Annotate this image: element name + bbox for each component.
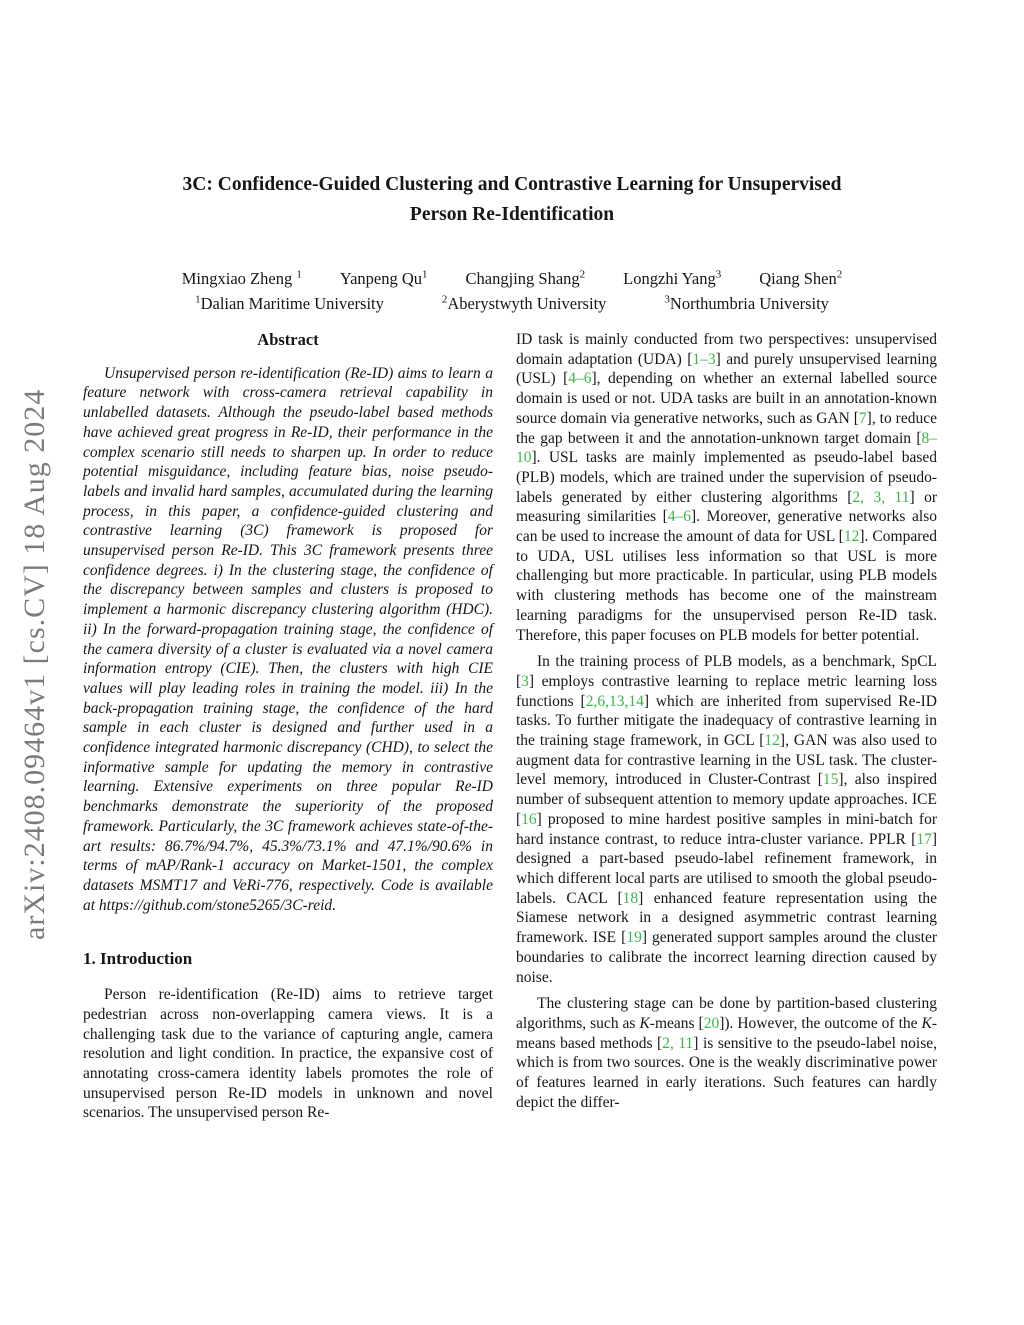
section-heading-introduction: 1. Introduction <box>83 949 193 969</box>
author-affiliation-marker: 2 <box>836 268 843 281</box>
author-affiliation-marker: 1 <box>296 268 302 281</box>
intro-paragraph-1: Person re-identification (Re-ID) aims to retrieve target pedestrian across non-overlapping camera views. It is a challenging task due to the variance of capturing angle, camera resolution and light condition. In practice, the expansive cost of annotating cross-camera identity labels promotes the role of unsupervised person Re-ID models in unknown and novel scenarios. The unsupervised person Re- <box>83 986 493 1122</box>
citation-link[interactable]: 1–3 <box>692 350 716 368</box>
affiliation: $^1$Dalian Maritime University <box>195 293 384 313</box>
citation-link[interactable]: 17 <box>916 830 932 848</box>
citation-link[interactable]: 3 <box>521 672 529 690</box>
affiliation-list <box>0 291 1024 316</box>
citation-link[interactable]: 7 <box>858 409 867 427</box>
author-name: Longzhi Yang$^3$ <box>623 268 722 288</box>
citation-link[interactable]: 15 <box>822 771 839 789</box>
author-name: Qiang Shen$^2$ <box>759 268 843 288</box>
citation-link[interactable]: 2, 3, 11 <box>852 488 910 506</box>
paper-title-line2: Person Re-Identification <box>409 204 615 225</box>
arxiv-watermark: arXiv:2408.09464v1 [cs.CV] 18 Aug 2024 <box>18 388 51 940</box>
abstract-heading: Abstract <box>257 330 319 349</box>
citation-link[interactable]: 4–6 <box>568 370 592 388</box>
affiliation: $^2$Aberystwyth University <box>441 293 607 313</box>
author-affiliation-marker: 1 <box>422 268 428 281</box>
body-paragraph-2: In the training process of PLB models, as a benchmark, SpCL [3] employs contrastive learning to replace metric learning loss functions [2,6,13,14] which are inherited from supervised Re-ID tasks. To further mitigate the inadequacy of contrastive learning in the training stage framework, in GCL [12], GAN was also used to augment data for contrastive learning in the USL task. The cluster-level memory, introduced in Cluster-Contrast [15], also inspired number of subsequent attention to memory update approaches. ICE [16] proposed to mine hardest positive samples in mini-batch for hard instance contrast, to reduce intra-cluster variance. PPLR [17] designed a part-based pseudo-label refinement framework, in which different local parts are utilised to smooth the global pseudo-labels. CACL [18] enhanced feature representation using the Siamese network in a designed asymmetric contrast learning framework. ISE [19] generated support samples around the cluster boundaries to calibrate the incorrect learning direction caused by noise. <box>516 653 937 986</box>
author-name: Mingxiao Zheng $^1$ <box>181 268 302 288</box>
author-name: Yanpeng Qu$^1$ <box>339 268 428 288</box>
citation-link[interactable]: 12 <box>764 732 780 750</box>
affiliation-marker: 3 <box>664 293 670 306</box>
citation-link[interactable]: 4–6 <box>667 508 691 526</box>
author-affiliation-marker: 3 <box>715 268 722 281</box>
affiliation: $^3$Northumbria University <box>664 293 829 313</box>
citation-link[interactable]: 16 <box>521 810 537 828</box>
citation-link[interactable]: 12 <box>843 528 860 546</box>
citation-link[interactable]: 18 <box>622 889 639 907</box>
body-paragraph-1: ID task is mainly conducted from two perspectives: unsupervised domain adaptation (UDA) [1–3] and purely unsupervised learning (USL) [4–6], depending on whether an external labelled source domain is used or not. UDA tasks are built in an annotation-known source domain via generative networks, such as GAN [7], to reduce the gap between it and the annotation-unknown target domain [8–10]. USL tasks are mainly implemented as pseudo-label based (PLB) models, which are trained under the supervision of pseudo-labels generated by either clustering algorithms [2, 3, 11] or measuring similarities [4–6]. Moreover, generative networks also can be used to increase the amount of data for USL [12]. Compared to UDA, USL utilises less information so that USL is more challenging but more practicable. In particular, using PLB models with clustering methods has become one of the mainstream learning paradigms for the unsupervised person Re-ID task. Therefore, this paper focuses on PLB models for better potential. <box>516 331 938 644</box>
author-name: Changjing Shang$^2$ <box>465 268 586 288</box>
left-column <box>83 330 493 1123</box>
citation-link[interactable]: 8–10 <box>516 429 937 467</box>
paper-title-line1: 3C: Confidence-Guided Clustering and Contrastive Learning for Unsupervised <box>182 174 842 195</box>
body-paragraph-3: The clustering stage can be done by partition-based clustering algorithms, such as K-means [20]). However, the outcome of the K-means based methods [2, 11] is sensitive to the pseudo-label noise, which is from two sources. One is the weakly discriminative power of features learned in early iterations. Such features can hardly depict the differ- <box>516 995 938 1111</box>
author-affiliation-marker: 2 <box>579 268 586 281</box>
affiliation-marker: 1 <box>195 293 201 306</box>
citation-link[interactable]: 20 <box>703 1014 720 1032</box>
paper-header <box>0 170 1024 316</box>
affiliation-marker: 2 <box>441 293 448 306</box>
author-list <box>0 266 1024 291</box>
citation-link[interactable]: 2,6,13,14 <box>585 692 644 710</box>
citation-link[interactable]: 2, 11 <box>662 1034 694 1052</box>
citation-link[interactable]: 19 <box>626 929 642 947</box>
right-column <box>516 330 937 1112</box>
abstract-text: Unsupervised person re-identification (Re-ID) aims to learn a feature network with cross-camera retrieval capability in unlabelled datasets. Although the pseudo-label based methods have achieved great progress in Re-ID, their performance in the complex scenario still needs to sharpen up. In order to reduce potential misguidance, including feature bias, noise pseudo-labels and invalid hard samples, accumulated during the learning process, in this paper, a confidence-guided clustering and contrastive learning (3C) framework is proposed for unsupervised person Re-ID. This 3C framework presents three confidence degrees. i) In the clustering stage, the confidence of the discrepancy between samples and clusters is proposed to implement a harmonic discrepancy clustering algorithm (HDC). ii) In the forward-propagation training stage, the confidence of the camera diversity of a cluster is evaluated via a novel camera information entropy (CIE). Then, the clusters with high CIE values will play leading roles in training the model. iii) In the back-propagation training stage, the confidence of the hard sample in each cluster is designed and further used in a confidence integrated harmonic discrepancy (CHD), to select the informative sample for updating the memory in contrastive learning. Extensive experiments on three popular Re-ID benchmarks demonstrate the superiority of the proposed framework. Particularly, the 3C framework achieves state-of-the-art results: 86.7%/94.7%, 45.3%/73.1% and 47.1%/90.6% in terms of mAP/Rank-1 accuracy on Market-1501, the complex datasets MSMT17 and VeRi-776, respectively. Code is available at https://github.com/stone5265/3C-reid. <box>83 364 493 914</box>
